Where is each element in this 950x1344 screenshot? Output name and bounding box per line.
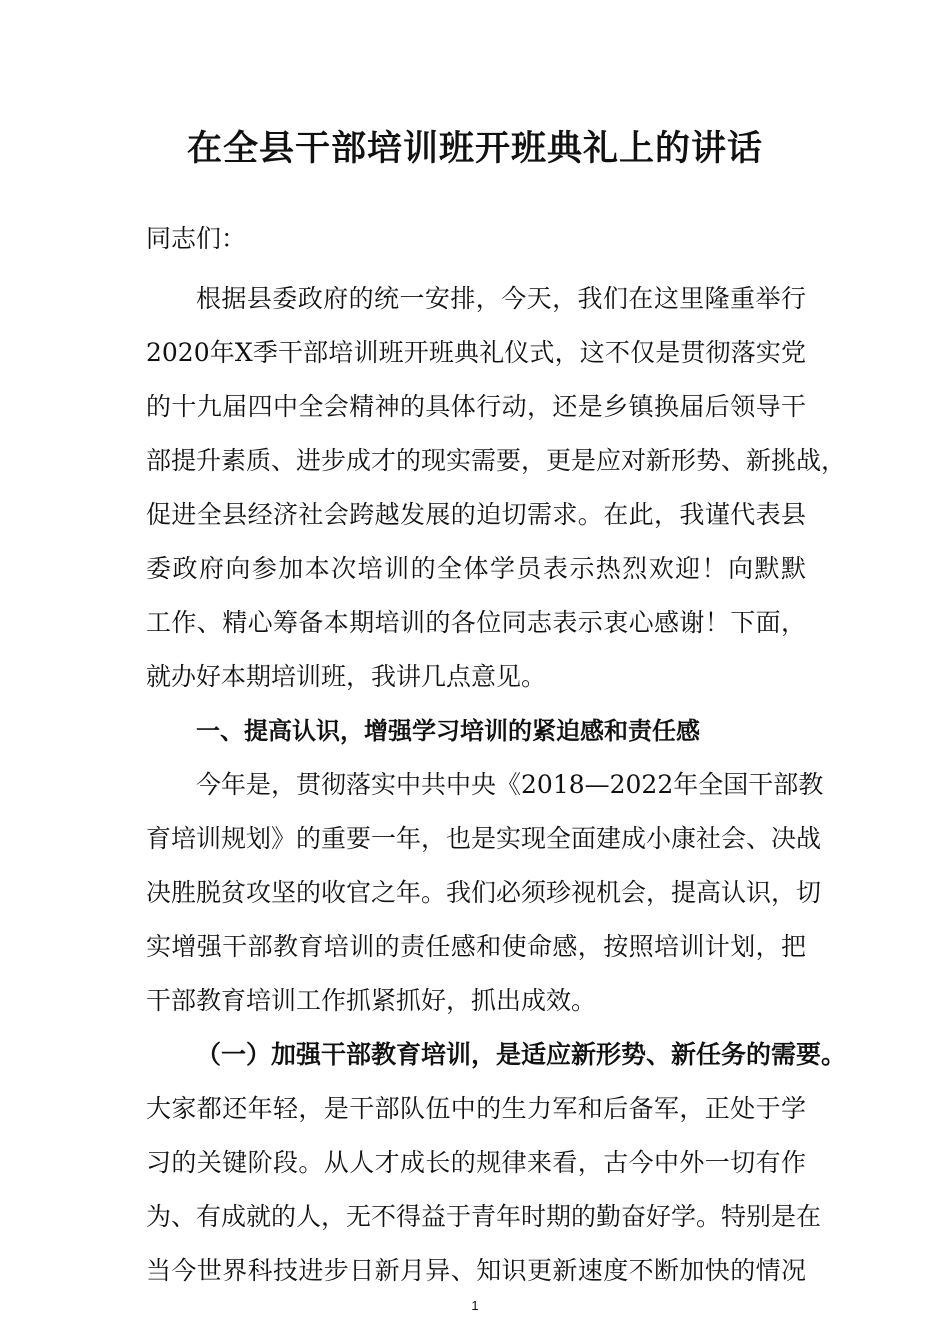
paragraph-line: 就办好本期培训班，我讲几点意见。 bbox=[146, 662, 547, 691]
document-title: 在全县干部培训班开班典礼上的讲话 bbox=[186, 129, 763, 169]
paragraph-line: 实增强干部教育培训的责任感和使命感，按照培训计划，把 bbox=[146, 932, 806, 961]
page-number: 1 bbox=[471, 1298, 479, 1313]
paragraph-line: 干部教育培训工作抓紧抓好，抓出成效。 bbox=[146, 986, 597, 1015]
paragraph-line: 今年是，贯彻落实中共中央《2018—2022年全国干部教 bbox=[196, 770, 824, 799]
section-heading: 一、提高认识，增强学习培训的紧迫感和责任感 bbox=[196, 717, 700, 745]
paragraph-line: 委政府向参加本次培训的全体学员表示热烈欢迎！向默默 bbox=[146, 554, 806, 583]
paragraph-line: 当今世界科技进步日新月异、知识更新速度不断加快的情况 bbox=[146, 1256, 806, 1285]
paragraph-line: 工作、精心筹备本期培训的各位同志表示衷心感谢！下面， bbox=[146, 608, 806, 637]
paragraph-line: 2020年X季干部培训班开班典礼仪式，这不仅是贯彻落实党 bbox=[146, 338, 806, 367]
paragraph-line: 大家都还年轻，是干部队伍中的生力军和后备军，正处于学 bbox=[146, 1094, 806, 1123]
paragraph-line: 育培训规划》的重要一年，也是实现全面建成小康社会、决战 bbox=[146, 824, 822, 853]
paragraph-line: 根据县委政府的统一安排，今天，我们在这里隆重举行 bbox=[196, 284, 806, 313]
paragraph-line: 为、有成就的人，无不得益于青年时期的勤奋好学。特别是在 bbox=[146, 1202, 822, 1231]
paragraph-line: 习的关键阶段。从人才成长的规律来看，古今中外一切有作 bbox=[146, 1148, 806, 1177]
paragraph-line: 部提升素质、进步成才的现实需要，更是应对新形势、新挑战， bbox=[146, 446, 847, 475]
paragraph-line: 的十九届四中全会精神的具体行动，还是乡镇换届后领导干 bbox=[146, 392, 806, 421]
salutation: 同志们： bbox=[146, 224, 247, 253]
paragraph-line: 决胜脱贫攻坚的收官之年。我们必须珍视机会，提高认识，切 bbox=[146, 878, 822, 907]
paragraph-line: 促进全县经济社会跨越发展的迫切需求。在此，我谨代表县 bbox=[146, 500, 806, 529]
subsection-heading: （一）加强干部教育培训，是适应新形势、新任务的需要。 bbox=[196, 1040, 847, 1069]
